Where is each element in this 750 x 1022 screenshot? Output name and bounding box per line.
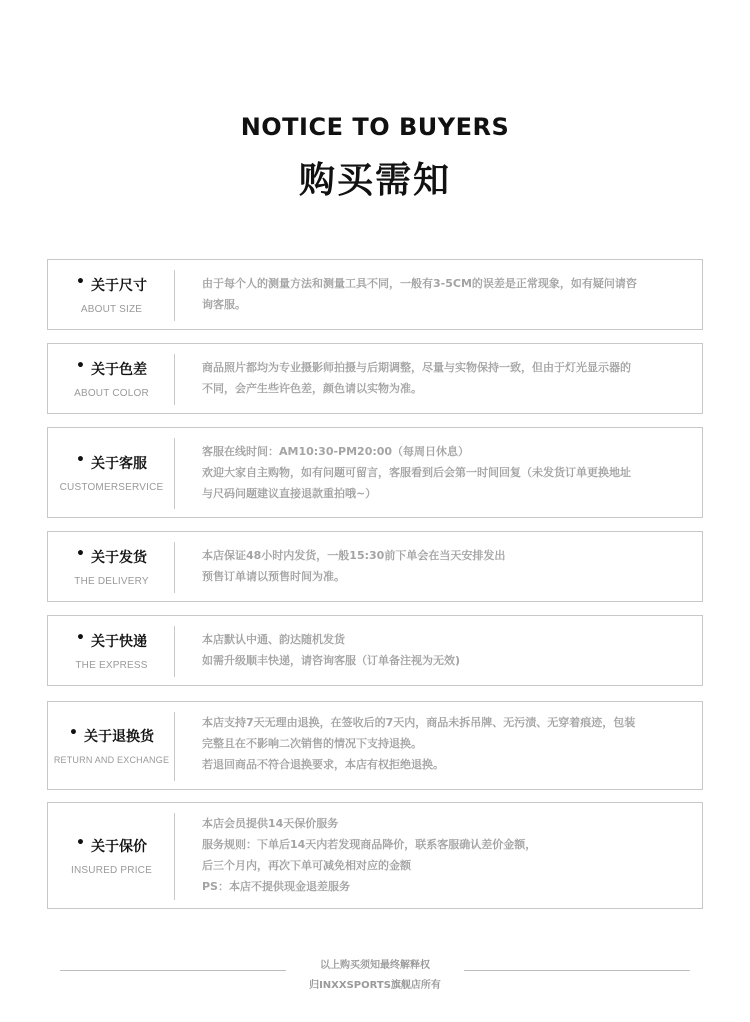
section-heading: • 关于客服	[76, 451, 147, 472]
section-label	[48, 260, 175, 329]
section-heading: • 关于尺寸	[76, 273, 147, 294]
section-subtitle: ABOUT COLOR	[74, 387, 149, 399]
section-subtitle: RETURN AND EXCHANGE	[53, 755, 170, 765]
notice-card-delivery	[47, 531, 703, 602]
section-heading: • 关于发货	[76, 545, 147, 566]
section-heading: • 关于快递	[76, 629, 147, 650]
page-title-en: NOTICE TO BUYERS	[240, 113, 510, 141]
body-line: 本店默认中通、韵达随机发货	[202, 633, 345, 646]
body-line: 本店支持7天无理由退换，在签收后的7天内，商品未拆吊牌、无污渍、无穿着痕迹，包装	[202, 716, 636, 729]
section-heading: • 关于保价	[76, 834, 147, 855]
notice-card-insured-price	[47, 802, 703, 909]
notice-card-express	[47, 615, 703, 686]
section-subtitle: CUSTOMERSERVICE	[59, 481, 164, 493]
section-subtitle: THE DELIVERY	[74, 575, 149, 587]
body-line: 商品照片都均为专业摄影师拍摄与后期调整，尽量与实物保持一致，但由于灯光显示器的	[202, 361, 631, 374]
body-line: 完整且在不影响二次销售的情况下支持退换。	[202, 737, 422, 750]
page-title-cn: 购买需知	[298, 160, 451, 201]
body-line: 如需升级顺丰快递，请咨询客服（订单备注视为无效)	[202, 654, 461, 667]
section-subtitle: ABOUT SIZE	[80, 303, 143, 315]
section-subtitle: INSURED PRICE	[71, 864, 152, 876]
bullet-icon: •	[76, 273, 85, 290]
body-line: 服务规则：下单后14天内若发现商品降价，联系客服确认差价金额，	[202, 838, 537, 851]
bullet-icon: •	[69, 725, 78, 741]
bullet-icon: •	[76, 834, 85, 851]
section-label	[48, 702, 175, 789]
body-line: 询客服。	[202, 298, 246, 311]
body-line: 不同，会产生些许色差，颜色请以实物为准。	[202, 382, 422, 395]
body-line: 与尺码问题建议直接退款重拍哦~）	[202, 487, 377, 500]
notice-card-return-exchange	[47, 701, 703, 790]
bullet-icon: •	[76, 629, 85, 646]
body-line: PS：本店不提供现金退差服务	[202, 880, 350, 893]
section-body	[202, 441, 682, 504]
body-line: 欢迎大家自主购物，如有问题可留言，客服看到后会第一时间回复（未发货订单更换地址	[202, 466, 631, 479]
section-body	[202, 712, 682, 775]
section-heading: • 关于色差	[76, 357, 147, 378]
notice-card-color	[47, 343, 703, 414]
body-line: 本店会员提供14天保价服务	[202, 817, 339, 830]
section-label	[48, 803, 175, 908]
footer-text-line2: 归INXXSPORTS旗舰店所有	[309, 980, 441, 991]
section-body	[202, 273, 682, 315]
section-label	[48, 532, 175, 601]
bullet-icon: •	[76, 451, 85, 468]
bullet-icon: •	[76, 545, 85, 562]
section-label	[48, 344, 175, 413]
body-line: 若退回商品不符合退换要求，本店有权拒绝退换。	[202, 758, 444, 771]
footer-text-line1: 以上购买须知最终解释权	[320, 960, 430, 971]
body-line: 由于每个人的测量方法和测量工具不同，一般有3-5CM的误差是正常现象，如有疑问请咨	[202, 277, 637, 290]
section-body	[202, 357, 682, 399]
section-body	[202, 545, 682, 587]
section-subtitle: THE EXPRESS	[75, 659, 148, 671]
section-label	[48, 428, 175, 517]
notice-card-customer-service	[47, 427, 703, 518]
body-line: 本店保证48小时内发货，一般15:30前下单会在当天安排发出	[202, 549, 506, 562]
bullet-icon: •	[76, 357, 85, 374]
body-line: 后三个月内，再次下单可减免相对应的金额	[202, 859, 411, 872]
section-body	[202, 629, 682, 671]
section-label	[48, 616, 175, 685]
section-body	[202, 813, 682, 897]
section-heading: • 关于退换货	[69, 725, 154, 745]
body-line: 预售订单请以预售时间为准。	[202, 570, 345, 583]
body-line: 客服在线时间：AM10:30-PM20:00（每周日休息）	[202, 445, 470, 458]
notice-card-size	[47, 259, 703, 330]
